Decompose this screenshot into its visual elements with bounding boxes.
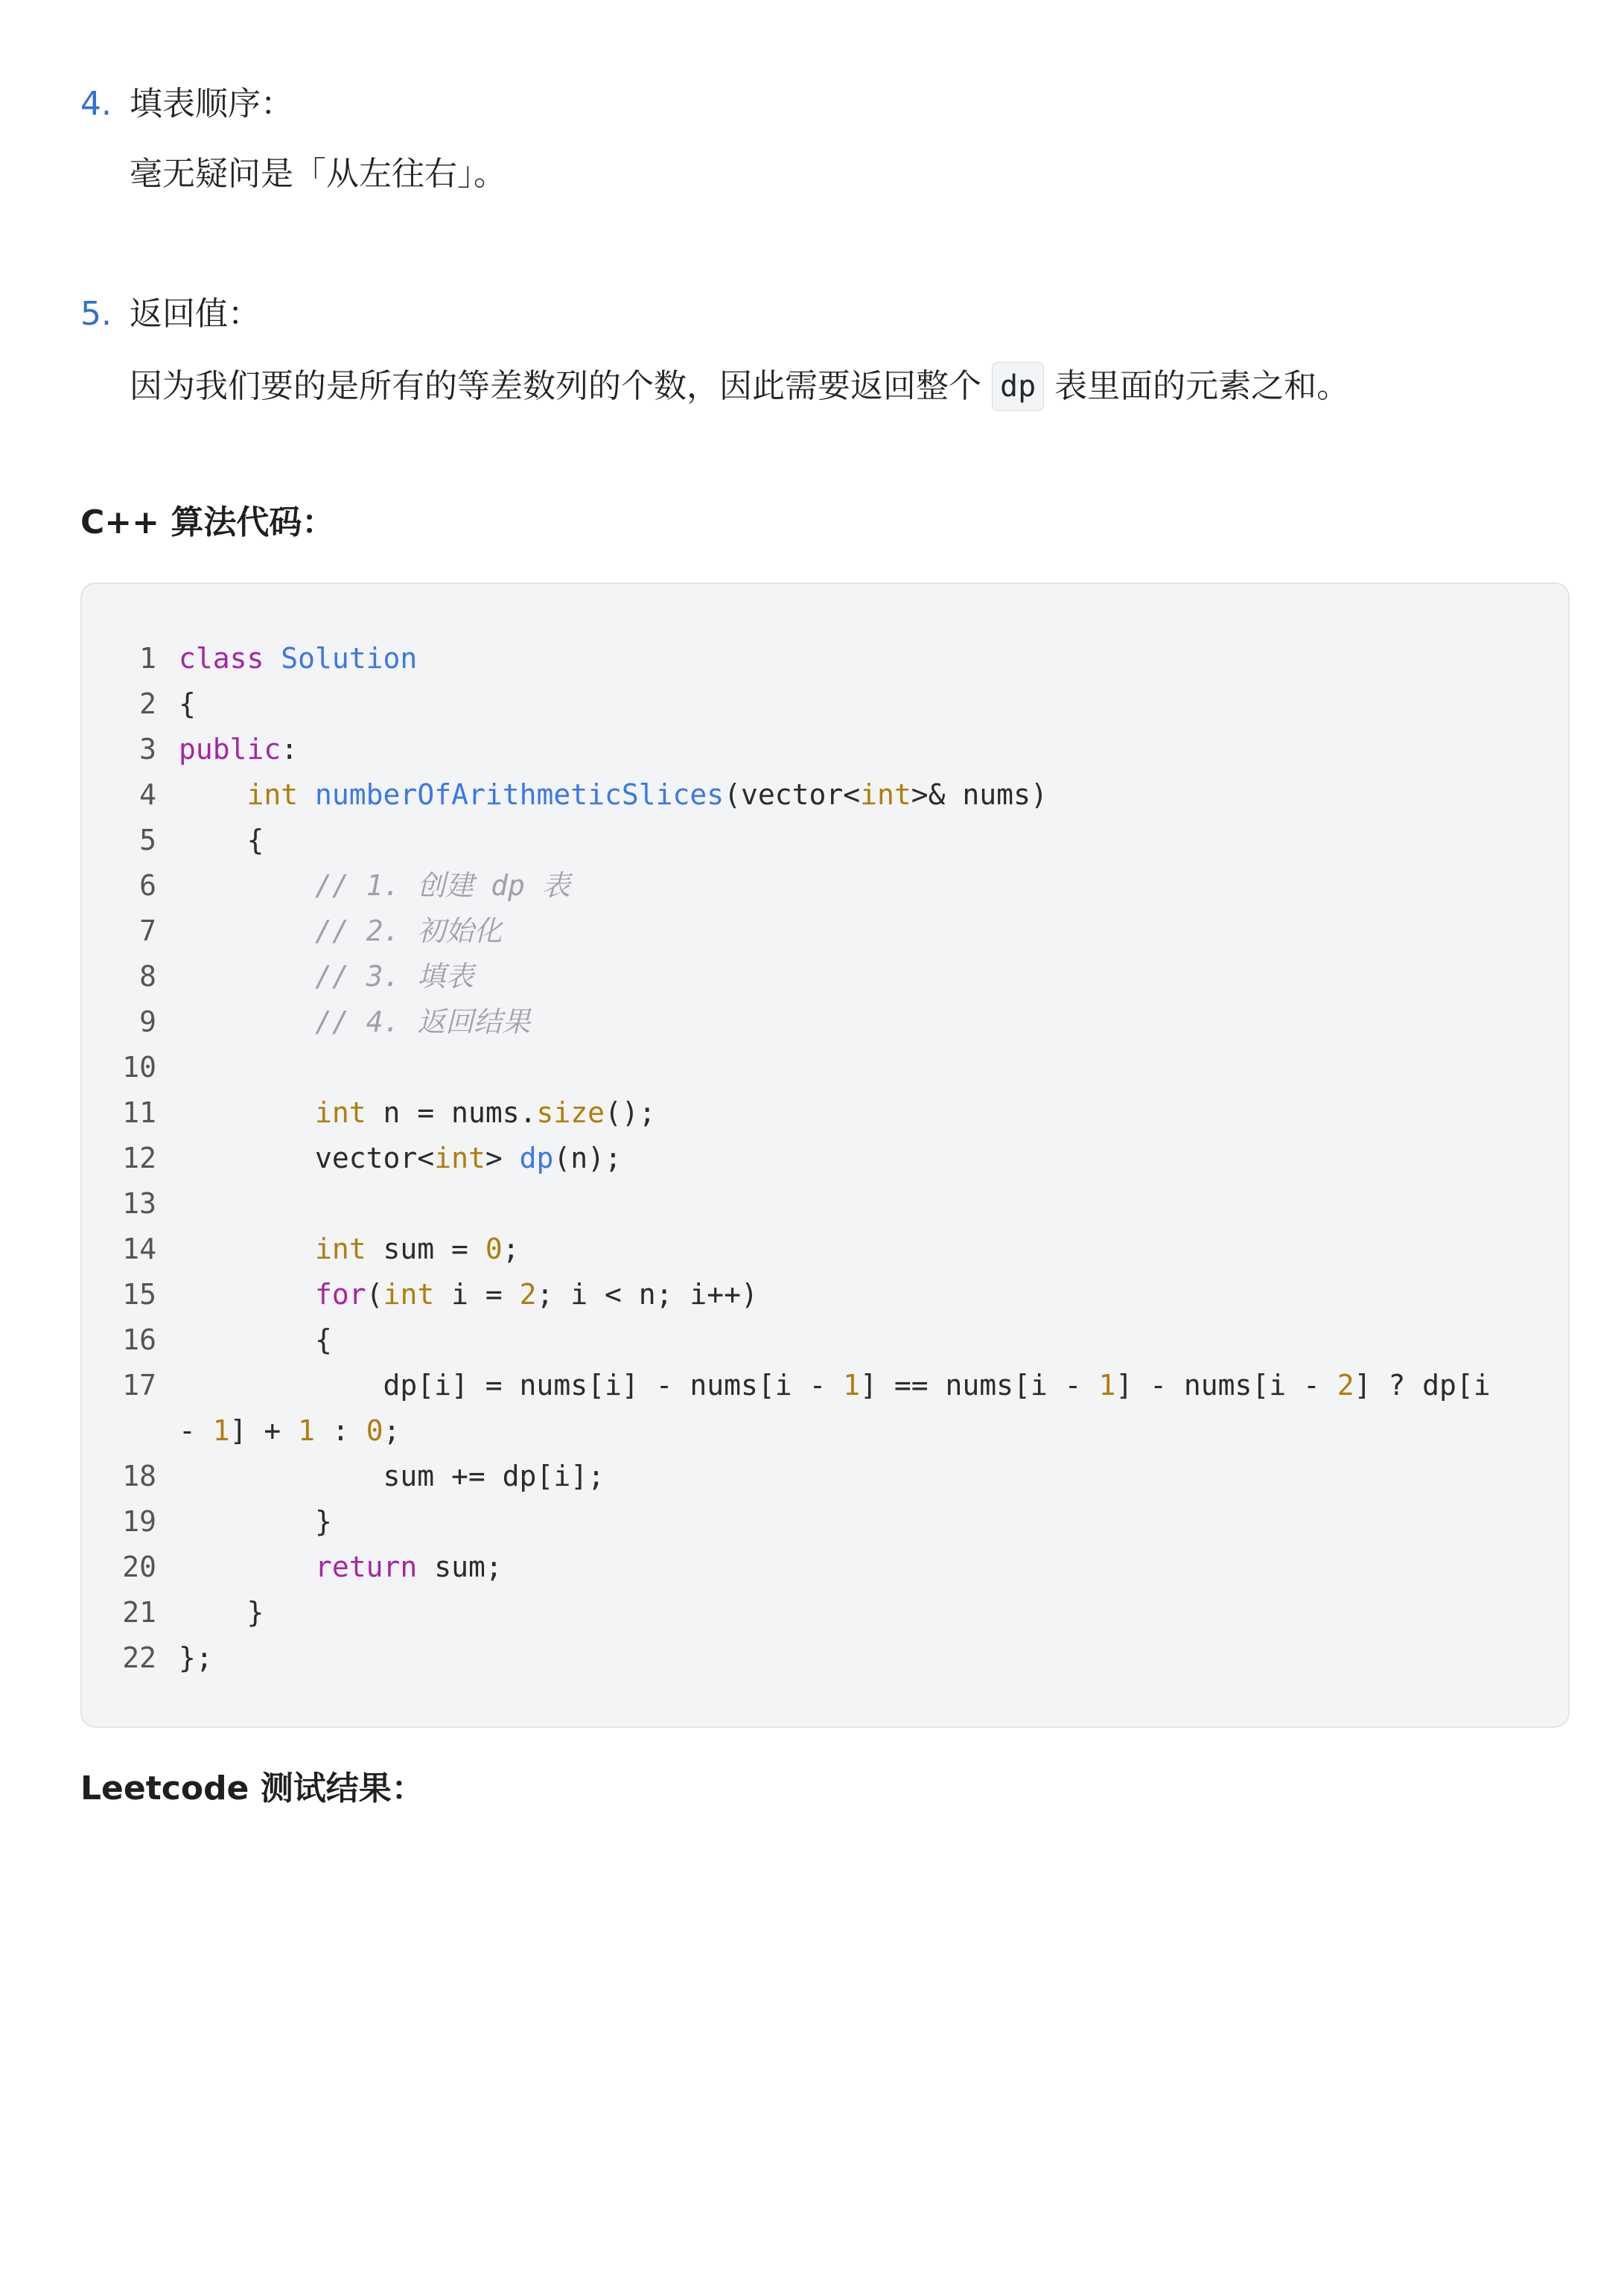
number-literal: 1 <box>1098 1369 1116 1402</box>
code-text <box>179 1090 1568 1136</box>
code-heading: C++ 算法代码： <box>80 503 335 541</box>
code-block <box>80 582 1570 1728</box>
function-name: dp <box>519 1142 554 1174</box>
code-line-12 <box>82 1136 1568 1181</box>
code-text: } <box>179 1505 332 1538</box>
step-5-body <box>130 362 1570 411</box>
code-line-13 <box>82 1181 1568 1227</box>
line-number: 8 <box>139 960 156 993</box>
code-token: (n); <box>553 1142 622 1174</box>
line-number: 22 <box>122 1641 156 1674</box>
code-token: (); <box>604 1096 656 1129</box>
number-literal: 0 <box>366 1414 383 1447</box>
line-number: 9 <box>139 1005 156 1038</box>
code-line-17 <box>82 1363 1568 1408</box>
number-literal: 1 <box>212 1414 230 1447</box>
code-text: } <box>179 1596 264 1629</box>
code-line-2 <box>82 681 1568 727</box>
code-line-1 <box>82 636 1568 681</box>
line-number: 7 <box>139 915 156 947</box>
step-4-title: 填表顺序： <box>130 85 293 123</box>
line-number: 5 <box>139 824 156 856</box>
code-token: ; i < n; i++) <box>536 1278 758 1311</box>
code-line-17-wrap <box>82 1408 1568 1454</box>
code-token: ] - nums[i - <box>1115 1369 1337 1402</box>
code-token: i = <box>434 1278 520 1311</box>
keyword: class <box>179 642 264 675</box>
code-token: - <box>179 1414 213 1447</box>
type-keyword: int <box>383 1278 435 1311</box>
keyword: public <box>179 733 281 766</box>
code-text <box>179 772 1568 818</box>
code-line-19 <box>82 1499 1568 1545</box>
code-token: ; <box>383 1414 401 1447</box>
code-line-5 <box>82 818 1568 863</box>
code-text <box>179 1408 1568 1454</box>
code-line-10 <box>82 1045 1568 1090</box>
code-comment: // 3. 填表 <box>179 960 474 993</box>
step-5-text-before: 因为我们要的是所有的等差数列的个数，因此需要返回整个 <box>130 367 981 405</box>
line-number: 12 <box>122 1142 156 1174</box>
code-line-15 <box>82 1272 1568 1317</box>
code-token: (vector< <box>724 778 861 811</box>
code-comment: // 2. 初始化 <box>179 915 503 947</box>
line-number: 18 <box>122 1460 156 1492</box>
line-number: 6 <box>139 869 156 902</box>
type-keyword: int <box>860 778 911 811</box>
code-line-3 <box>82 727 1568 772</box>
step-4-text: 毫无疑问是「从左往右」。 <box>130 155 506 193</box>
line-number: 13 <box>122 1187 156 1220</box>
number-literal: 0 <box>485 1233 503 1265</box>
code-line-11 <box>82 1090 1568 1136</box>
line-number: 19 <box>122 1505 156 1538</box>
code-text <box>179 1181 1568 1227</box>
function-name: numberOfArithmeticSlices <box>315 778 725 811</box>
code-text <box>179 1136 1568 1181</box>
step-4-number: 4. <box>80 85 112 123</box>
step-5 <box>80 292 1570 411</box>
code-indent <box>179 1142 315 1174</box>
line-number: 14 <box>122 1233 156 1265</box>
inline-code-dp: dp <box>992 362 1044 411</box>
step-4-body <box>130 152 1570 197</box>
keyword: return <box>315 1551 418 1583</box>
line-number: 4 <box>139 778 156 811</box>
type-keyword: int <box>315 1096 366 1129</box>
code-line-16 <box>82 1317 1568 1363</box>
class-name: Solution <box>281 642 418 675</box>
keyword: for <box>315 1278 366 1311</box>
code-token: n = nums. <box>366 1096 537 1129</box>
code-token: ] ? dp[i <box>1354 1369 1491 1402</box>
code-token: sum = <box>366 1233 485 1265</box>
code-text <box>179 1045 1568 1090</box>
code-text: { <box>179 824 264 856</box>
code-line-20 <box>82 1545 1568 1590</box>
type-keyword: int <box>246 778 299 811</box>
code-token: dp[i] = nums[i] - nums[i - <box>179 1369 844 1402</box>
code-token: vector< <box>315 1142 435 1174</box>
line-number: 10 <box>122 1051 156 1084</box>
line-number: 16 <box>122 1323 156 1356</box>
code-indent <box>179 1096 315 1129</box>
type-keyword: int <box>434 1142 485 1174</box>
number-literal: 2 <box>519 1278 537 1311</box>
line-number: 2 <box>139 687 156 720</box>
code-token: ( <box>366 1278 383 1311</box>
code-text <box>179 727 1568 772</box>
code-line-7 <box>82 909 1568 954</box>
code-line-14 <box>82 1227 1568 1272</box>
code-indent <box>179 778 247 811</box>
code-line-8 <box>82 954 1568 999</box>
code-line-18 <box>82 1454 1568 1499</box>
result-heading: Leetcode 测试结果： <box>80 1769 424 1807</box>
step-4 <box>80 82 1570 197</box>
function-name: size <box>536 1096 605 1129</box>
step-5-text-after: 表里面的元素之和。 <box>1054 367 1350 405</box>
code-text <box>179 1545 1568 1590</box>
number-literal: 1 <box>298 1414 316 1447</box>
line-number: 11 <box>122 1096 156 1129</box>
step-4-heading <box>80 82 1570 127</box>
code-line-4 <box>82 772 1568 818</box>
code-token: : <box>281 733 299 766</box>
code-line-6 <box>82 863 1568 909</box>
code-token: sum; <box>417 1551 503 1583</box>
code-indent <box>179 1551 315 1583</box>
code-indent <box>179 1233 315 1265</box>
type-keyword: int <box>315 1233 366 1265</box>
code-text: { <box>179 687 196 720</box>
code-line-9 <box>82 999 1568 1045</box>
step-5-title: 返回值： <box>130 295 261 333</box>
step-5-heading <box>80 292 1570 337</box>
step-5-number: 5. <box>80 295 112 333</box>
code-token: ; <box>502 1233 520 1265</box>
code-line-22 <box>82 1635 1568 1681</box>
number-literal: 1 <box>843 1369 861 1402</box>
code-token: ] + <box>229 1414 299 1447</box>
line-number: 20 <box>122 1551 156 1583</box>
code-text: { <box>179 1323 332 1356</box>
code-token: > <box>485 1142 520 1174</box>
code-line-21 <box>82 1590 1568 1635</box>
code-text <box>179 1363 1568 1408</box>
code-text <box>179 1227 1568 1272</box>
line-number: 1 <box>139 642 156 675</box>
code-text: sum += dp[i]; <box>179 1460 605 1492</box>
code-token: ] == nums[i - <box>860 1369 1099 1402</box>
line-number <box>82 1408 179 1454</box>
code-token: : <box>315 1414 366 1447</box>
code-lines <box>82 636 1568 1681</box>
code-indent <box>179 1278 315 1311</box>
line-number: 21 <box>122 1596 156 1629</box>
code-comment: // 4. 返回结果 <box>179 1005 531 1038</box>
code-comment: // 1. 创建 dp 表 <box>179 869 570 902</box>
line-number: 3 <box>139 733 156 766</box>
code-text: }; <box>179 1641 213 1674</box>
number-literal: 2 <box>1337 1369 1354 1402</box>
line-number: 15 <box>122 1278 156 1311</box>
code-text <box>179 1272 1568 1317</box>
code-token: >& nums) <box>911 778 1048 811</box>
code-text <box>179 636 1568 681</box>
line-number: 17 <box>122 1369 156 1402</box>
